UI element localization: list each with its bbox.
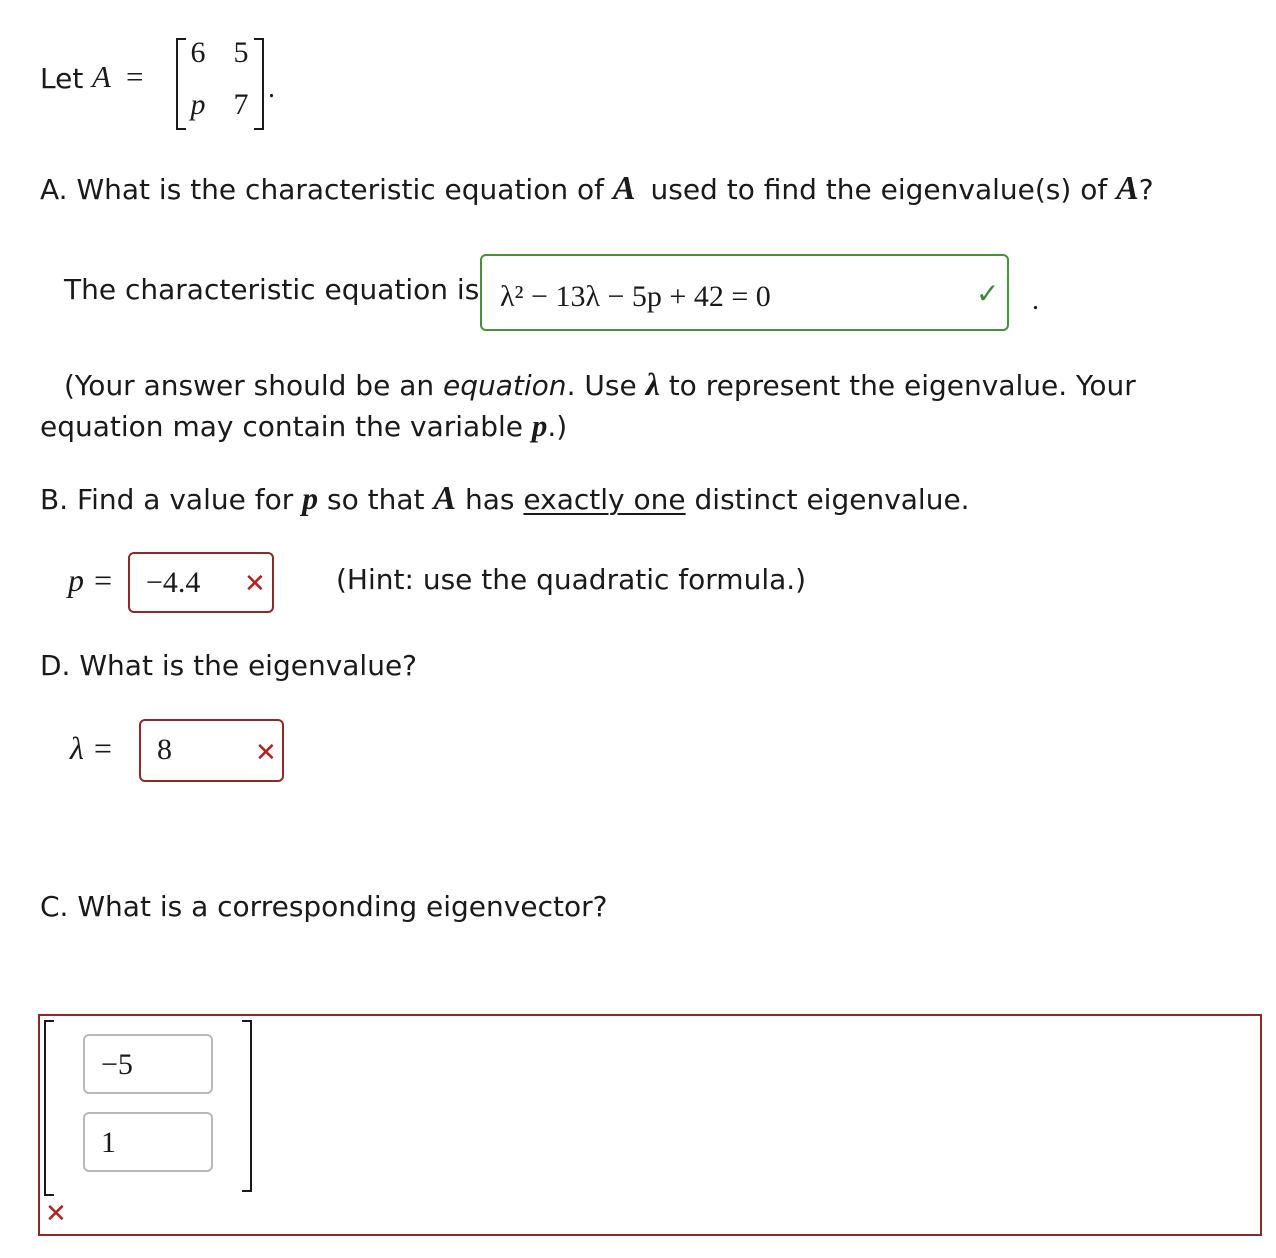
part-a-question-text: A. What is the characteristic equation of <box>40 173 604 206</box>
p-value-input[interactable] <box>128 552 274 613</box>
x-icon: ✕ <box>244 569 266 599</box>
part-a-note-em: equation <box>443 369 567 402</box>
part-a-note-line1 <box>64 367 1136 403</box>
part-b-question-has: has <box>465 483 515 516</box>
eigenvector-entry-2-value: 1 <box>101 1126 116 1159</box>
matrix-cell-r1c1: 6 <box>190 36 206 69</box>
part-b-question-end: distinct eigenvalue. <box>694 483 970 516</box>
part-b-question-var2: A <box>433 480 457 517</box>
part-b-question-underlined: exactly one <box>523 483 686 516</box>
check-icon: ✓ <box>976 277 1000 310</box>
characteristic-equation-input[interactable] <box>480 254 1009 331</box>
part-a-note-lambda: λ <box>645 366 660 402</box>
intro-equals: = <box>126 59 144 94</box>
intro-let-label: Let <box>40 62 84 95</box>
part-a-note-line2 <box>40 409 567 444</box>
lambda-input-label: λ = <box>70 730 114 766</box>
x-icon: ✕ <box>255 738 277 768</box>
part-d-question: D. What is the eigenvalue? <box>40 649 418 682</box>
part-a-question-var: A <box>612 170 636 207</box>
x-icon: ✕ <box>45 1199 67 1229</box>
eigenvector-entry-2-input[interactable] <box>83 1112 213 1172</box>
eigenvalue-input[interactable] <box>139 719 284 782</box>
p-input-label: p = <box>68 562 114 598</box>
part-a-question <box>40 172 1154 207</box>
part-a-answer-label: The characteristic equation is <box>64 273 480 306</box>
part-a-question-end: ? <box>1138 173 1154 206</box>
vector-right-bracket <box>242 1020 252 1192</box>
part-c-question: C. What is a corresponding eigenvector? <box>40 890 608 923</box>
part-a-note2-var: p <box>531 408 548 443</box>
eigenvector-answer-group <box>38 1014 1262 1236</box>
eigenvector-entry-1-value: −5 <box>101 1048 133 1081</box>
eigenvector-entry-1-input[interactable] <box>83 1034 213 1094</box>
intro-matrix-var: A <box>92 59 111 94</box>
part-b-question <box>40 481 970 517</box>
part-a-note2-text-b: .) <box>547 410 568 443</box>
matrix-cell-r2c1: p <box>190 88 206 121</box>
characteristic-equation-value: λ² − 13λ − 5p + 42 = 0 <box>500 280 771 313</box>
part-a-note2-text-a: equation may contain the variable <box>40 410 523 443</box>
eigenvalue-value: 8 <box>157 733 172 766</box>
part-a-note-text-c: to represent the eigenvalue. Your <box>668 369 1136 402</box>
part-b-question-middle: so that <box>327 483 425 516</box>
matrix-cell-r2c2: 7 <box>233 88 249 121</box>
part-a-question-var2: A <box>1116 170 1139 207</box>
p-value: −4.4 <box>146 566 201 599</box>
part-b-question-var: p <box>302 480 319 516</box>
matrix-cell-r1c2: 5 <box>233 36 249 69</box>
part-b-hint: (Hint: use the quadratic formula.) <box>336 563 807 596</box>
part-a-note-text-a: (Your answer should be an <box>64 369 435 402</box>
part-a-note-text-b: . Use <box>566 369 637 402</box>
matrix-right-bracket <box>254 38 264 130</box>
part-b-question-text: B. Find a value for <box>40 483 294 516</box>
part-a-after-box-period: . <box>1032 285 1039 316</box>
part-a-question-middle: used to find the eigenvalue(s) of <box>650 173 1108 206</box>
intro-period: . <box>268 73 275 104</box>
vector-left-bracket <box>44 1020 54 1196</box>
